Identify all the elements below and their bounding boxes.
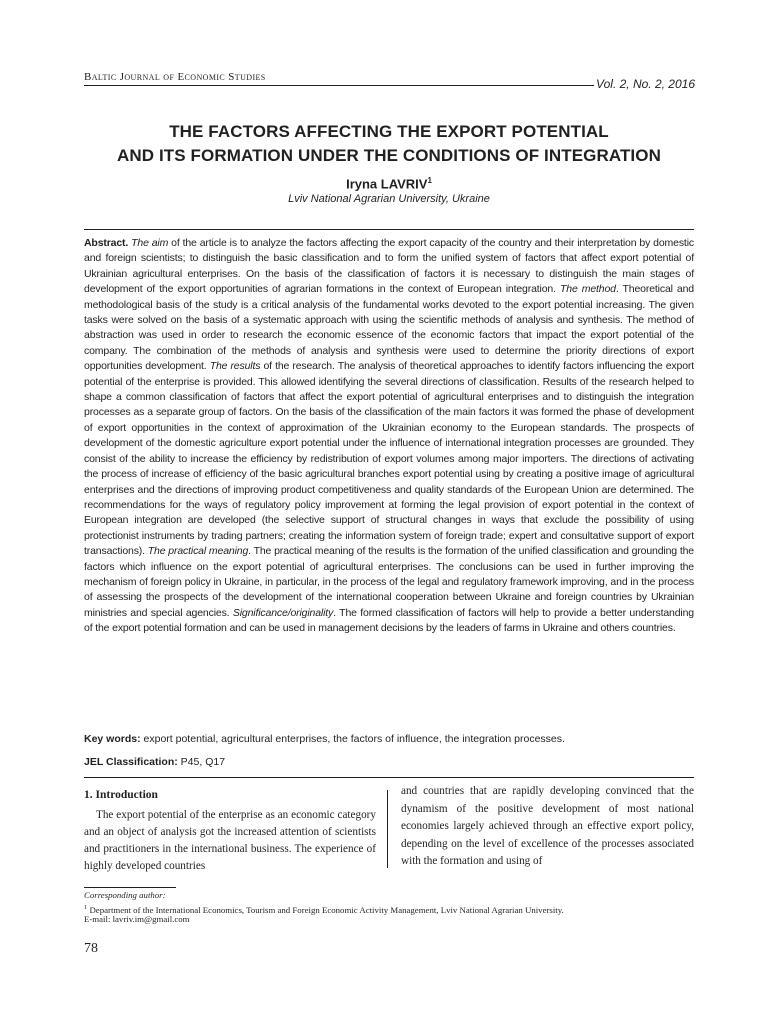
volume-info: Vol. 2, No. 2, 2016: [596, 77, 695, 91]
author: [60, 176, 718, 191]
practical-text: . The practical meaning of the results is the formation of the unified classification and grounding the factors which influence on the export potential of agricultural enterprises. The conclusions can be used in further improving the mechanism of foreign policy in Ukraine, in particular, in the process of the legal and regulatory framework improving, and in the process of assessing the prospects of the development of the international cooperation between Ukraine and foreign countries by Ukrainian ministries and special agencies.: [84, 545, 694, 619]
jel-classification: [84, 756, 694, 768]
results-label: The results: [209, 360, 261, 373]
title-line-2: AND ITS FORMATION UNDER THE CONDITIONS OF INTEGRATION: [117, 146, 661, 165]
left-column: [84, 787, 376, 875]
affiliation: Lviv National Agrarian University, Ukraine: [288, 193, 490, 205]
originality-text: . The formed classification of factors will help to provide a better understanding of the export potential formation and can be used in management decisions by the leaders of farms in Ukraine and others countries.: [84, 606, 694, 635]
page-number: 78: [84, 941, 98, 956]
column-divider: [387, 790, 388, 868]
method-label: The method: [559, 283, 616, 296]
right-column: [401, 783, 694, 871]
footnote-email: E-mail: lavriv.im@gmail.com: [84, 914, 190, 924]
abstract: [84, 236, 694, 637]
abstract-top-rule: [84, 229, 694, 230]
originality-label: Significance/originality: [232, 606, 334, 619]
footnote-department-text: Department of the International Economics, Tourism and Foreign Economic Activity Management, Lviv National Agrarian University.: [87, 904, 564, 915]
abstract-label: Abstract.: [84, 237, 129, 249]
keywords-label: Key words:: [84, 733, 141, 745]
footnote-corresponding: Corresponding author:: [84, 890, 166, 900]
title-line-1: THE FACTORS AFFECTING THE EXPORT POTENTIAL: [169, 122, 609, 141]
aim-label: The aim: [131, 237, 169, 249]
results-text: of the research. The analysis of theoretical approaches to identify factors influencing the export potential of the enterprise is provided. This allowed identifying the several directions of classification. Results of the research helped to shape a common classification of factors that affect the export potential of agricultural enterprises and to distinguish the integration processes as a separate group of factors. On the basis of the classification of the main factors it was formed the phase of development of export opportunities in the context of approximation of the Ukrainian economy to the European standards. The prospects of development of the domestic agriculture export potential under the influence of international integration processes are grounded. They consist of the ability to increase the efficiency by redistribution of export volumes among major importers. The directions of activating the process of increase of efficiency of the basic agricultural branches export potential using by creating a positive image of agricultural enterprises and the directions of improving product competitiveness and quality standards of the European Union are determined. The recommendations for the ways of regulatory policy improvement at forming the legal provision of export potential in the context of European integration are developed (the selective support of structural changes in ways that exclude the possibility of using protectionist instruments by trading partners; creating the information system of foreign trade; expert and consultative support of export transactions).: [84, 360, 694, 558]
author-name: Iryna LAVRIV: [346, 176, 428, 192]
section-heading-introduction: 1. Introduction: [84, 789, 158, 801]
jel-label: JEL Classification:: [84, 756, 178, 768]
method-text: . Theoretical and methodological basis of the study is a critical analysis of the fundamental works devoted to the export potential increasing. The given tasks were solved on the basis of a systematic approach with using the scientific methods of analysis and synthesis. The method of abstraction was used in order to research the economic essence of the economic factors that impact the export potential of the company. The combination of the methods of analysis and synthesis were used to determine the priority directions of export opportunities development.: [84, 283, 694, 373]
keywords: [84, 733, 694, 745]
practical-label: The practical meaning: [147, 545, 249, 558]
article-title: [60, 120, 718, 168]
keywords-text: export potential, agricultural enterprises, the factors of influence, the integration processes.: [140, 733, 565, 745]
body-top-rule: [84, 777, 694, 778]
jel-text: P45, Q17: [177, 756, 226, 768]
footnote-rule: [84, 887, 176, 888]
journal-name: Baltic Journal of Economic Studies: [84, 71, 266, 83]
author-footnote-mark: 1: [427, 176, 432, 185]
intro-paragraph-left: The export potential of the enterprise as an economic category and an object of analysis got the increased attention of scientists and practitioners in the international business. The experience of highly developed countries: [84, 809, 376, 872]
aim-text: of the article is to analyze the factors affecting the export capacity of the country and their interpretation by domestic and foreign scientists; to distinguish the basic classification and to form the unified system of factors that affect export potential of Ukrainian agricultural enterprises. On the basis of the classification of factors it is necessary to distinguish the main stages of development of the export opportunities of agrarian formations in the context of European integration.: [84, 237, 694, 296]
header-rule: [84, 85, 594, 86]
footnote-mark: 1: [84, 904, 88, 911]
intro-paragraph-right: and countries that are rapidly developing convinced that the dynamism of the positive development of most national economies largely achieved through an effective export policy, depending on the level of excellence of the processes associated with the formation and using of: [401, 785, 694, 868]
